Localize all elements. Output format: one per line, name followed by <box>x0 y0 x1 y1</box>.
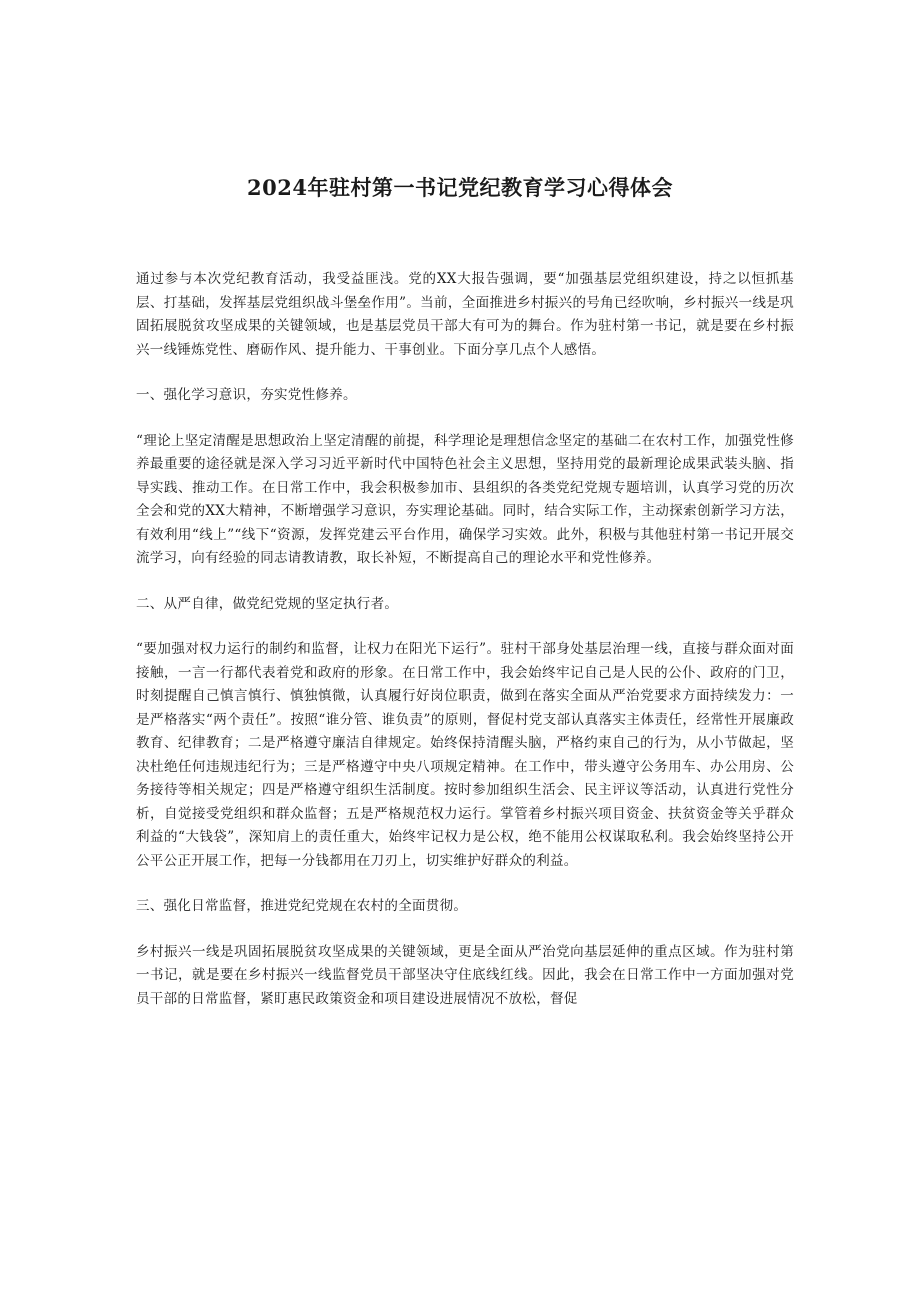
document-title: 2024年驻村第一书记党纪教育学习心得体会 <box>247 175 673 200</box>
section-2-paragraph: “要加强对权力运行的制约和监督，让权力在阳光下运行”。驻村干部身处基层治理一线，直接与群众面对面接触，一言一行都代表着党和政府的形象。在日常工作中，我会始终牢记自己是人民的公仆、政府的门卫，时刻提醒自己慎言慎行、慎独慎微，认真履行好岗位职责，做到在落实全面从严治党要求方面持续发力：一是严格落实“两个责任”。按照“谁分管、谁负责”的原则，督促村党支部认真落实主体责任，经常性开展廉政教育、纪律教育；二是严格遵守廉洁自律规定。始终保持清醒头脑，严格约束自己的行为，从小节做起，坚决杜绝任何违规违纪行为；三是严格遵守中央八项规定精神。在工作中，带头遵守公务用车、办公用房、公务接待等相关规定；四是严格遵守组织生活制度。按时参加组织生活会、民主评议等活动，认真进行党性分析，自觉接受党组织和群众监督；五是严格规范权力运行。掌管着乡村振兴项目资金、扶贫资金等关乎群众利益的“大钱袋”，深知肩上的责任重大，始终牢记权力是公权，绝不能用公权谋取私利。我会始终坚持公开公平公正开展工作，把每一分钱都用在刀刃上，切实维护好群众的利益。 <box>136 641 794 869</box>
section-heading-3: 三、强化日常监督，推进党纪党规在农村的全面贯彻。 <box>136 898 468 914</box>
document-body <box>136 268 794 1033</box>
section-3-paragraph: 乡村振兴一线是巩固拓展脱贫攻坚成果的关键领域，更是全面从严治党向基层延伸的重点区域。作为驻村第一书记，就是要在乡村振兴一线监督党员干部坚决守住底线红线。因此，我会在日常工作中一方面加强对党员干部的日常监督，紧盯惠民政策资金和项目建设进展情况不放松，督促 <box>136 943 794 1007</box>
intro-paragraph: 通过参与本次党纪教育活动，我受益匪浅。党的XX大报告强调，要“加强基层党组织建设，持之以恒抓基层、打基础，发挥基层党组织战斗堡垒作用”。当前，全面推进乡村振兴的号角已经吹响，乡村振兴一线是巩固拓展脱贫攻坚成果的关键领域，也是基层党员干部大有可为的舞台。作为驻村第一书记，就是要在乡村振兴一线锤炼党性、磨砺作风、提升能力、干事创业。下面分享几点个人感悟。 <box>136 271 794 358</box>
section-1-paragraph: “理论上坚定清醒是思想政治上坚定清醒的前提，科学理论是理想信念坚定的基础二在农村工作，加强党性修养最重要的途径就是深入学习习近平新时代中国特色社会主义思想，坚持用党的最新理论成果武装头脑、指导实践、推动工作。在日常工作中，我会积极参加市、县组织的各类党纪党规专题培训，认真学习党的历次全会和党的XX大精神，不断增强学习意识，夯实理论基础。同时，结合实际工作，主动探索创新学习方法，有效利用“线上”“线下“资源，发挥党建云平台作用，确保学习实效。此外，积极与其他驻村第一书记开展交流学习，向有经验的同志请教请教，取长补短，不断提高自己的理论水平和党性修养。 <box>136 432 794 566</box>
section-heading-1: 一、强化学习意识，夯实党性修养。 <box>136 387 357 403</box>
section-heading-2: 二、从严自律，做党纪党规的坚定执行者。 <box>136 595 399 612</box>
